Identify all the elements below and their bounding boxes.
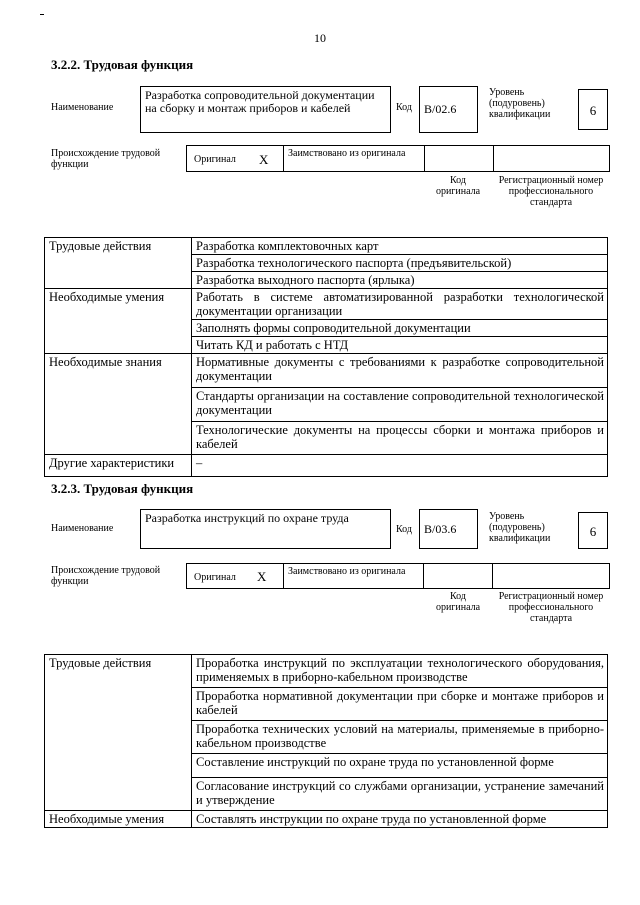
function-details-table xyxy=(44,237,608,477)
reg-number-cell xyxy=(493,145,610,172)
borrowed-cell: Заимствовано из оригинала xyxy=(283,563,424,589)
function-details-table xyxy=(44,654,608,828)
name-label: Наименование xyxy=(51,102,114,113)
table-cell: Стандарты организации на составление сопроводительной технологической документации xyxy=(192,388,608,422)
table-row xyxy=(45,354,608,388)
table-cell: Составление инструкций по охране труда по установленной форме xyxy=(192,754,608,778)
level-label: Уровень (подуровень) квалификации xyxy=(489,87,551,120)
row-label: Необходимые умения xyxy=(45,811,192,828)
original-mark: X xyxy=(257,569,267,584)
function-name-field: Разработка сопроводительной документации на сборку и монтаж приборов и кабелей xyxy=(140,86,391,133)
original-mark: X xyxy=(259,152,269,167)
table-row xyxy=(45,811,608,828)
table-row xyxy=(45,455,608,477)
row-label: Трудовые действия xyxy=(45,655,192,811)
reg-number-cell xyxy=(492,563,610,589)
table-cell: Проработка нормативной документации при сборке и монтаже приборов и кабелей xyxy=(192,688,608,721)
code-label: Код xyxy=(396,524,412,535)
level-field: 6 xyxy=(578,89,608,130)
table-cell: Разработка технологического паспорта (предъявительской) xyxy=(192,255,608,272)
original-cell xyxy=(186,145,284,172)
code-original-label: Код оригинала xyxy=(435,591,481,613)
code-original-cell xyxy=(423,563,493,589)
origin-table xyxy=(186,563,610,589)
table-cell: Нормативные документы с требованиями к разработке сопроводительной документации xyxy=(192,354,608,388)
level-label: Уровень (подуровень) квалификации xyxy=(489,511,551,544)
table-cell: – xyxy=(192,455,608,477)
table-cell: Технологические документы на процессы сборки и монтажа приборов и кабелей xyxy=(192,422,608,455)
table-row xyxy=(45,238,608,255)
section-heading: 3.2.3. Трудовая функция xyxy=(51,481,194,496)
table-cell: Разработка выходного паспорта (ярлыка) xyxy=(192,272,608,289)
table-cell: Согласование инструкций со службами организации, устранение замечаний и утверждение xyxy=(192,778,608,811)
margin-mark xyxy=(40,14,44,15)
level-field: 6 xyxy=(578,512,608,549)
table-cell: Проработка инструкций по эксплуатации технологического оборудования, применяемых в приборно-кабельном производстве xyxy=(192,655,608,688)
table-cell: Составлять инструкции по охране труда по установленной форме xyxy=(192,811,608,828)
reg-number-label: Регистрационный номер профессионального стандарта xyxy=(498,175,604,208)
name-label: Наименование xyxy=(51,523,114,534)
page-number: 10 xyxy=(314,31,326,45)
code-original-cell xyxy=(424,145,494,172)
table-cell: Заполнять формы сопроводительной документации xyxy=(192,320,608,337)
function-name-field: Разработка инструкций по охране труда xyxy=(140,509,391,549)
row-label: Трудовые действия xyxy=(45,238,192,289)
table-cell: Читать КД и работать с НТД xyxy=(192,337,608,354)
row-label: Другие характеристики xyxy=(45,455,192,477)
row-label: Необходимые умения xyxy=(45,289,192,354)
table-cell: Работать в системе автоматизированной разработки технологической документации организации xyxy=(192,289,608,320)
origin-label: Происхождение трудовой функции xyxy=(51,565,161,587)
original-cell xyxy=(186,563,284,589)
code-label: Код xyxy=(396,102,412,113)
table-cell: Проработка технических условий на материалы, применяемые в приборно-кабельном производстве xyxy=(192,721,608,754)
origin-label: Происхождение трудовой функции xyxy=(51,148,161,170)
original-label: Оригинал xyxy=(194,154,236,165)
table-row xyxy=(45,655,608,688)
section-heading: 3.2.2. Трудовая функция xyxy=(51,57,194,72)
code-original-label: Код оригинала xyxy=(435,175,481,197)
origin-table xyxy=(186,145,610,172)
borrowed-cell: Заимствовано из оригинала xyxy=(283,145,425,172)
code-field: B/02.6 xyxy=(419,86,478,133)
row-label: Необходимые знания xyxy=(45,354,192,455)
reg-number-label: Регистрационный номер профессионального стандарта xyxy=(498,591,604,624)
original-label: Оригинал xyxy=(194,572,236,583)
table-cell: Разработка комплектовочных карт xyxy=(192,238,608,255)
code-field: B/03.6 xyxy=(419,509,478,549)
table-row xyxy=(45,289,608,320)
